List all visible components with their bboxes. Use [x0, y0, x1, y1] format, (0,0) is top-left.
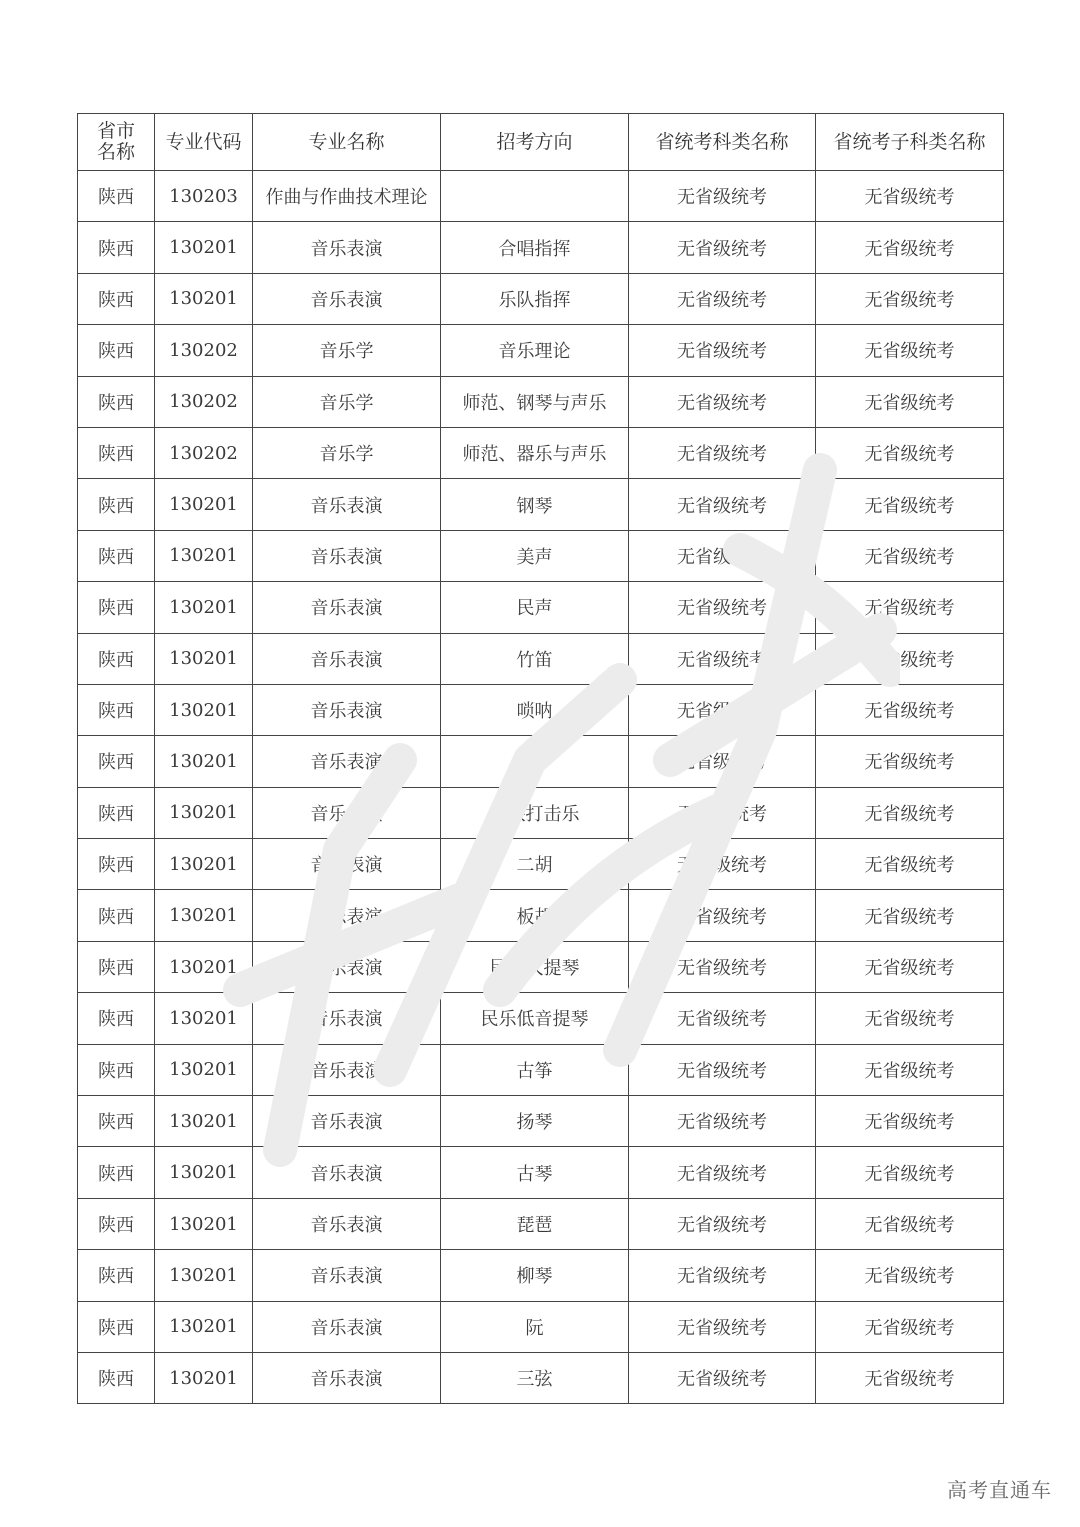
cell-major: 音乐表演 — [253, 222, 441, 273]
table-row — [78, 1301, 1004, 1352]
cell-major: 音乐表演 — [253, 1352, 441, 1403]
cell-code: 130201 — [155, 633, 253, 684]
cell-code: 130201 — [155, 273, 253, 324]
table-row — [78, 1198, 1004, 1249]
cell-category: 无省级统考 — [629, 479, 816, 530]
cell-direction: 民乐大提琴 — [441, 941, 629, 992]
header-major-name: 专业名称 — [253, 114, 441, 171]
table-row — [78, 787, 1004, 838]
cell-major: 音乐表演 — [253, 684, 441, 735]
cell-category: 无省级统考 — [629, 1352, 816, 1403]
cell-major: 音乐表演 — [253, 1044, 441, 1095]
table-row — [78, 1147, 1004, 1198]
cell-category: 无省级统考 — [629, 890, 816, 941]
cell-direction: 板胡 — [441, 890, 629, 941]
cell-province: 陕西 — [78, 1198, 155, 1249]
cell-province: 陕西 — [78, 1250, 155, 1301]
cell-subcategory: 无省级统考 — [816, 736, 1004, 787]
cell-code: 130201 — [155, 582, 253, 633]
table-row — [78, 582, 1004, 633]
cell-major: 音乐表演 — [253, 1250, 441, 1301]
cell-code: 130201 — [155, 941, 253, 992]
cell-province: 陕西 — [78, 890, 155, 941]
table-row — [78, 633, 1004, 684]
cell-direction: 师范、钢琴与声乐 — [441, 376, 629, 427]
table-row — [78, 1250, 1004, 1301]
header-province — [78, 114, 155, 171]
cell-code: 130201 — [155, 1147, 253, 1198]
cell-direction: 二胡 — [441, 839, 629, 890]
table-row — [78, 1096, 1004, 1147]
cell-major: 音乐表演 — [253, 839, 441, 890]
cell-subcategory: 无省级统考 — [816, 530, 1004, 581]
cell-subcategory: 无省级统考 — [816, 376, 1004, 427]
cell-category: 无省级统考 — [629, 1250, 816, 1301]
cell-subcategory: 无省级统考 — [816, 1250, 1004, 1301]
table-row — [78, 171, 1004, 222]
cell-category: 无省级统考 — [629, 582, 816, 633]
cell-direction: 古筝 — [441, 1044, 629, 1095]
cell-direction: 柳琴 — [441, 1250, 629, 1301]
table-row — [78, 890, 1004, 941]
cell-province: 陕西 — [78, 325, 155, 376]
cell-major: 音乐表演 — [253, 1147, 441, 1198]
cell-major: 音乐表演 — [253, 582, 441, 633]
majors-table — [77, 113, 1004, 1404]
cell-code: 130202 — [155, 376, 253, 427]
cell-code: 130201 — [155, 1250, 253, 1301]
table-row — [78, 427, 1004, 478]
cell-major: 音乐表演 — [253, 633, 441, 684]
cell-subcategory: 无省级统考 — [816, 839, 1004, 890]
cell-direction: 笙 — [441, 736, 629, 787]
cell-subcategory: 无省级统考 — [816, 222, 1004, 273]
cell-category: 无省级统考 — [629, 684, 816, 735]
cell-province: 陕西 — [78, 273, 155, 324]
cell-major: 音乐表演 — [253, 1301, 441, 1352]
cell-province: 陕西 — [78, 633, 155, 684]
cell-direction: 美声 — [441, 530, 629, 581]
table-row — [78, 273, 1004, 324]
cell-category: 无省级统考 — [629, 941, 816, 992]
cell-major: 音乐表演 — [253, 479, 441, 530]
cell-major: 音乐表演 — [253, 890, 441, 941]
table-row — [78, 376, 1004, 427]
table-row — [78, 479, 1004, 530]
cell-code: 130201 — [155, 787, 253, 838]
cell-major: 音乐学 — [253, 427, 441, 478]
cell-code: 130201 — [155, 1352, 253, 1403]
header-exam-subcategory: 省统考子科类名称 — [816, 114, 1004, 171]
cell-direction — [441, 171, 629, 222]
cell-province: 陕西 — [78, 1044, 155, 1095]
cell-province: 陕西 — [78, 376, 155, 427]
cell-subcategory: 无省级统考 — [816, 1301, 1004, 1352]
cell-province: 陕西 — [78, 787, 155, 838]
cell-major: 音乐表演 — [253, 993, 441, 1044]
cell-subcategory: 无省级统考 — [816, 325, 1004, 376]
cell-code: 130201 — [155, 993, 253, 1044]
cell-subcategory: 无省级统考 — [816, 941, 1004, 992]
cell-subcategory: 无省级统考 — [816, 633, 1004, 684]
cell-major: 音乐表演 — [253, 1198, 441, 1249]
cell-subcategory: 无省级统考 — [816, 1147, 1004, 1198]
cell-category: 无省级统考 — [629, 530, 816, 581]
cell-category: 无省级统考 — [629, 993, 816, 1044]
cell-code: 130201 — [155, 1096, 253, 1147]
cell-code: 130201 — [155, 1044, 253, 1095]
cell-code: 130202 — [155, 325, 253, 376]
cell-major: 音乐表演 — [253, 273, 441, 324]
cell-category: 无省级统考 — [629, 787, 816, 838]
cell-subcategory: 无省级统考 — [816, 1198, 1004, 1249]
cell-direction: 钢琴 — [441, 479, 629, 530]
header-province-line1: 省市 — [96, 120, 135, 142]
cell-subcategory: 无省级统考 — [816, 890, 1004, 941]
cell-major: 音乐表演 — [253, 530, 441, 581]
table-body — [78, 171, 1004, 1404]
cell-province: 陕西 — [78, 1301, 155, 1352]
cell-category: 无省级统考 — [629, 222, 816, 273]
cell-direction: 合唱指挥 — [441, 222, 629, 273]
cell-code: 130201 — [155, 1301, 253, 1352]
cell-code: 130201 — [155, 222, 253, 273]
cell-code: 130201 — [155, 479, 253, 530]
cell-direction: 民声 — [441, 582, 629, 633]
cell-category: 无省级统考 — [629, 736, 816, 787]
cell-category: 无省级统考 — [629, 325, 816, 376]
cell-direction: 扬琴 — [441, 1096, 629, 1147]
cell-direction: 民族打击乐 — [441, 787, 629, 838]
cell-category: 无省级统考 — [629, 1198, 816, 1249]
cell-direction: 琵琶 — [441, 1198, 629, 1249]
cell-province: 陕西 — [78, 1096, 155, 1147]
cell-major: 作曲与作曲技术理论 — [253, 171, 441, 222]
cell-direction: 三弦 — [441, 1352, 629, 1403]
cell-code: 130201 — [155, 890, 253, 941]
cell-category: 无省级统考 — [629, 633, 816, 684]
cell-direction: 阮 — [441, 1301, 629, 1352]
table-row — [78, 736, 1004, 787]
table-row — [78, 993, 1004, 1044]
header-direction: 招考方向 — [441, 114, 629, 171]
cell-code: 130203 — [155, 171, 253, 222]
cell-direction: 乐队指挥 — [441, 273, 629, 324]
cell-category: 无省级统考 — [629, 1044, 816, 1095]
cell-category: 无省级统考 — [629, 171, 816, 222]
cell-province: 陕西 — [78, 993, 155, 1044]
table-row — [78, 325, 1004, 376]
cell-direction: 古琴 — [441, 1147, 629, 1198]
cell-subcategory: 无省级统考 — [816, 993, 1004, 1044]
table-row — [78, 941, 1004, 992]
cell-province: 陕西 — [78, 941, 155, 992]
cell-subcategory: 无省级统考 — [816, 582, 1004, 633]
table-row — [78, 222, 1004, 273]
table-row — [78, 1352, 1004, 1403]
cell-category: 无省级统考 — [629, 1096, 816, 1147]
header-exam-category: 省统考科类名称 — [629, 114, 816, 171]
cell-category: 无省级统考 — [629, 839, 816, 890]
cell-code: 130201 — [155, 736, 253, 787]
cell-direction: 音乐理论 — [441, 325, 629, 376]
cell-major: 音乐学 — [253, 325, 441, 376]
cell-direction: 竹笛 — [441, 633, 629, 684]
cell-category: 无省级统考 — [629, 427, 816, 478]
cell-major: 音乐表演 — [253, 787, 441, 838]
cell-province: 陕西 — [78, 582, 155, 633]
cell-province: 陕西 — [78, 171, 155, 222]
cell-province: 陕西 — [78, 427, 155, 478]
cell-province: 陕西 — [78, 839, 155, 890]
cell-direction: 民乐低音提琴 — [441, 993, 629, 1044]
table-row — [78, 839, 1004, 890]
table-row — [78, 1044, 1004, 1095]
cell-major: 音乐表演 — [253, 736, 441, 787]
cell-province: 陕西 — [78, 736, 155, 787]
cell-major: 音乐学 — [253, 376, 441, 427]
cell-province: 陕西 — [78, 684, 155, 735]
table-header-row — [78, 114, 1004, 171]
header-major-code: 专业代码 — [155, 114, 253, 171]
cell-subcategory: 无省级统考 — [816, 273, 1004, 324]
cell-subcategory: 无省级统考 — [816, 684, 1004, 735]
cell-subcategory: 无省级统考 — [816, 171, 1004, 222]
cell-major: 音乐表演 — [253, 941, 441, 992]
cell-code: 130201 — [155, 530, 253, 581]
cell-subcategory: 无省级统考 — [816, 787, 1004, 838]
cell-subcategory: 无省级统考 — [816, 1044, 1004, 1095]
cell-province: 陕西 — [78, 479, 155, 530]
cell-province: 陕西 — [78, 1352, 155, 1403]
source-label: 高考直通车 — [947, 1478, 1052, 1502]
cell-direction: 唢呐 — [441, 684, 629, 735]
cell-major: 音乐表演 — [253, 1096, 441, 1147]
cell-category: 无省级统考 — [629, 1147, 816, 1198]
cell-code: 130201 — [155, 839, 253, 890]
cell-code: 130201 — [155, 1198, 253, 1249]
header-province-line2: 名称 — [96, 141, 135, 163]
cell-code: 130201 — [155, 684, 253, 735]
cell-province: 陕西 — [78, 1147, 155, 1198]
cell-category: 无省级统考 — [629, 1301, 816, 1352]
cell-category: 无省级统考 — [629, 376, 816, 427]
cell-code: 130202 — [155, 427, 253, 478]
cell-province: 陕西 — [78, 530, 155, 581]
table-row — [78, 530, 1004, 581]
table-row — [78, 684, 1004, 735]
cell-province: 陕西 — [78, 222, 155, 273]
cell-subcategory: 无省级统考 — [816, 427, 1004, 478]
cell-subcategory: 无省级统考 — [816, 1096, 1004, 1147]
cell-subcategory: 无省级统考 — [816, 1352, 1004, 1403]
cell-subcategory: 无省级统考 — [816, 479, 1004, 530]
cell-category: 无省级统考 — [629, 273, 816, 324]
cell-direction: 师范、器乐与声乐 — [441, 427, 629, 478]
